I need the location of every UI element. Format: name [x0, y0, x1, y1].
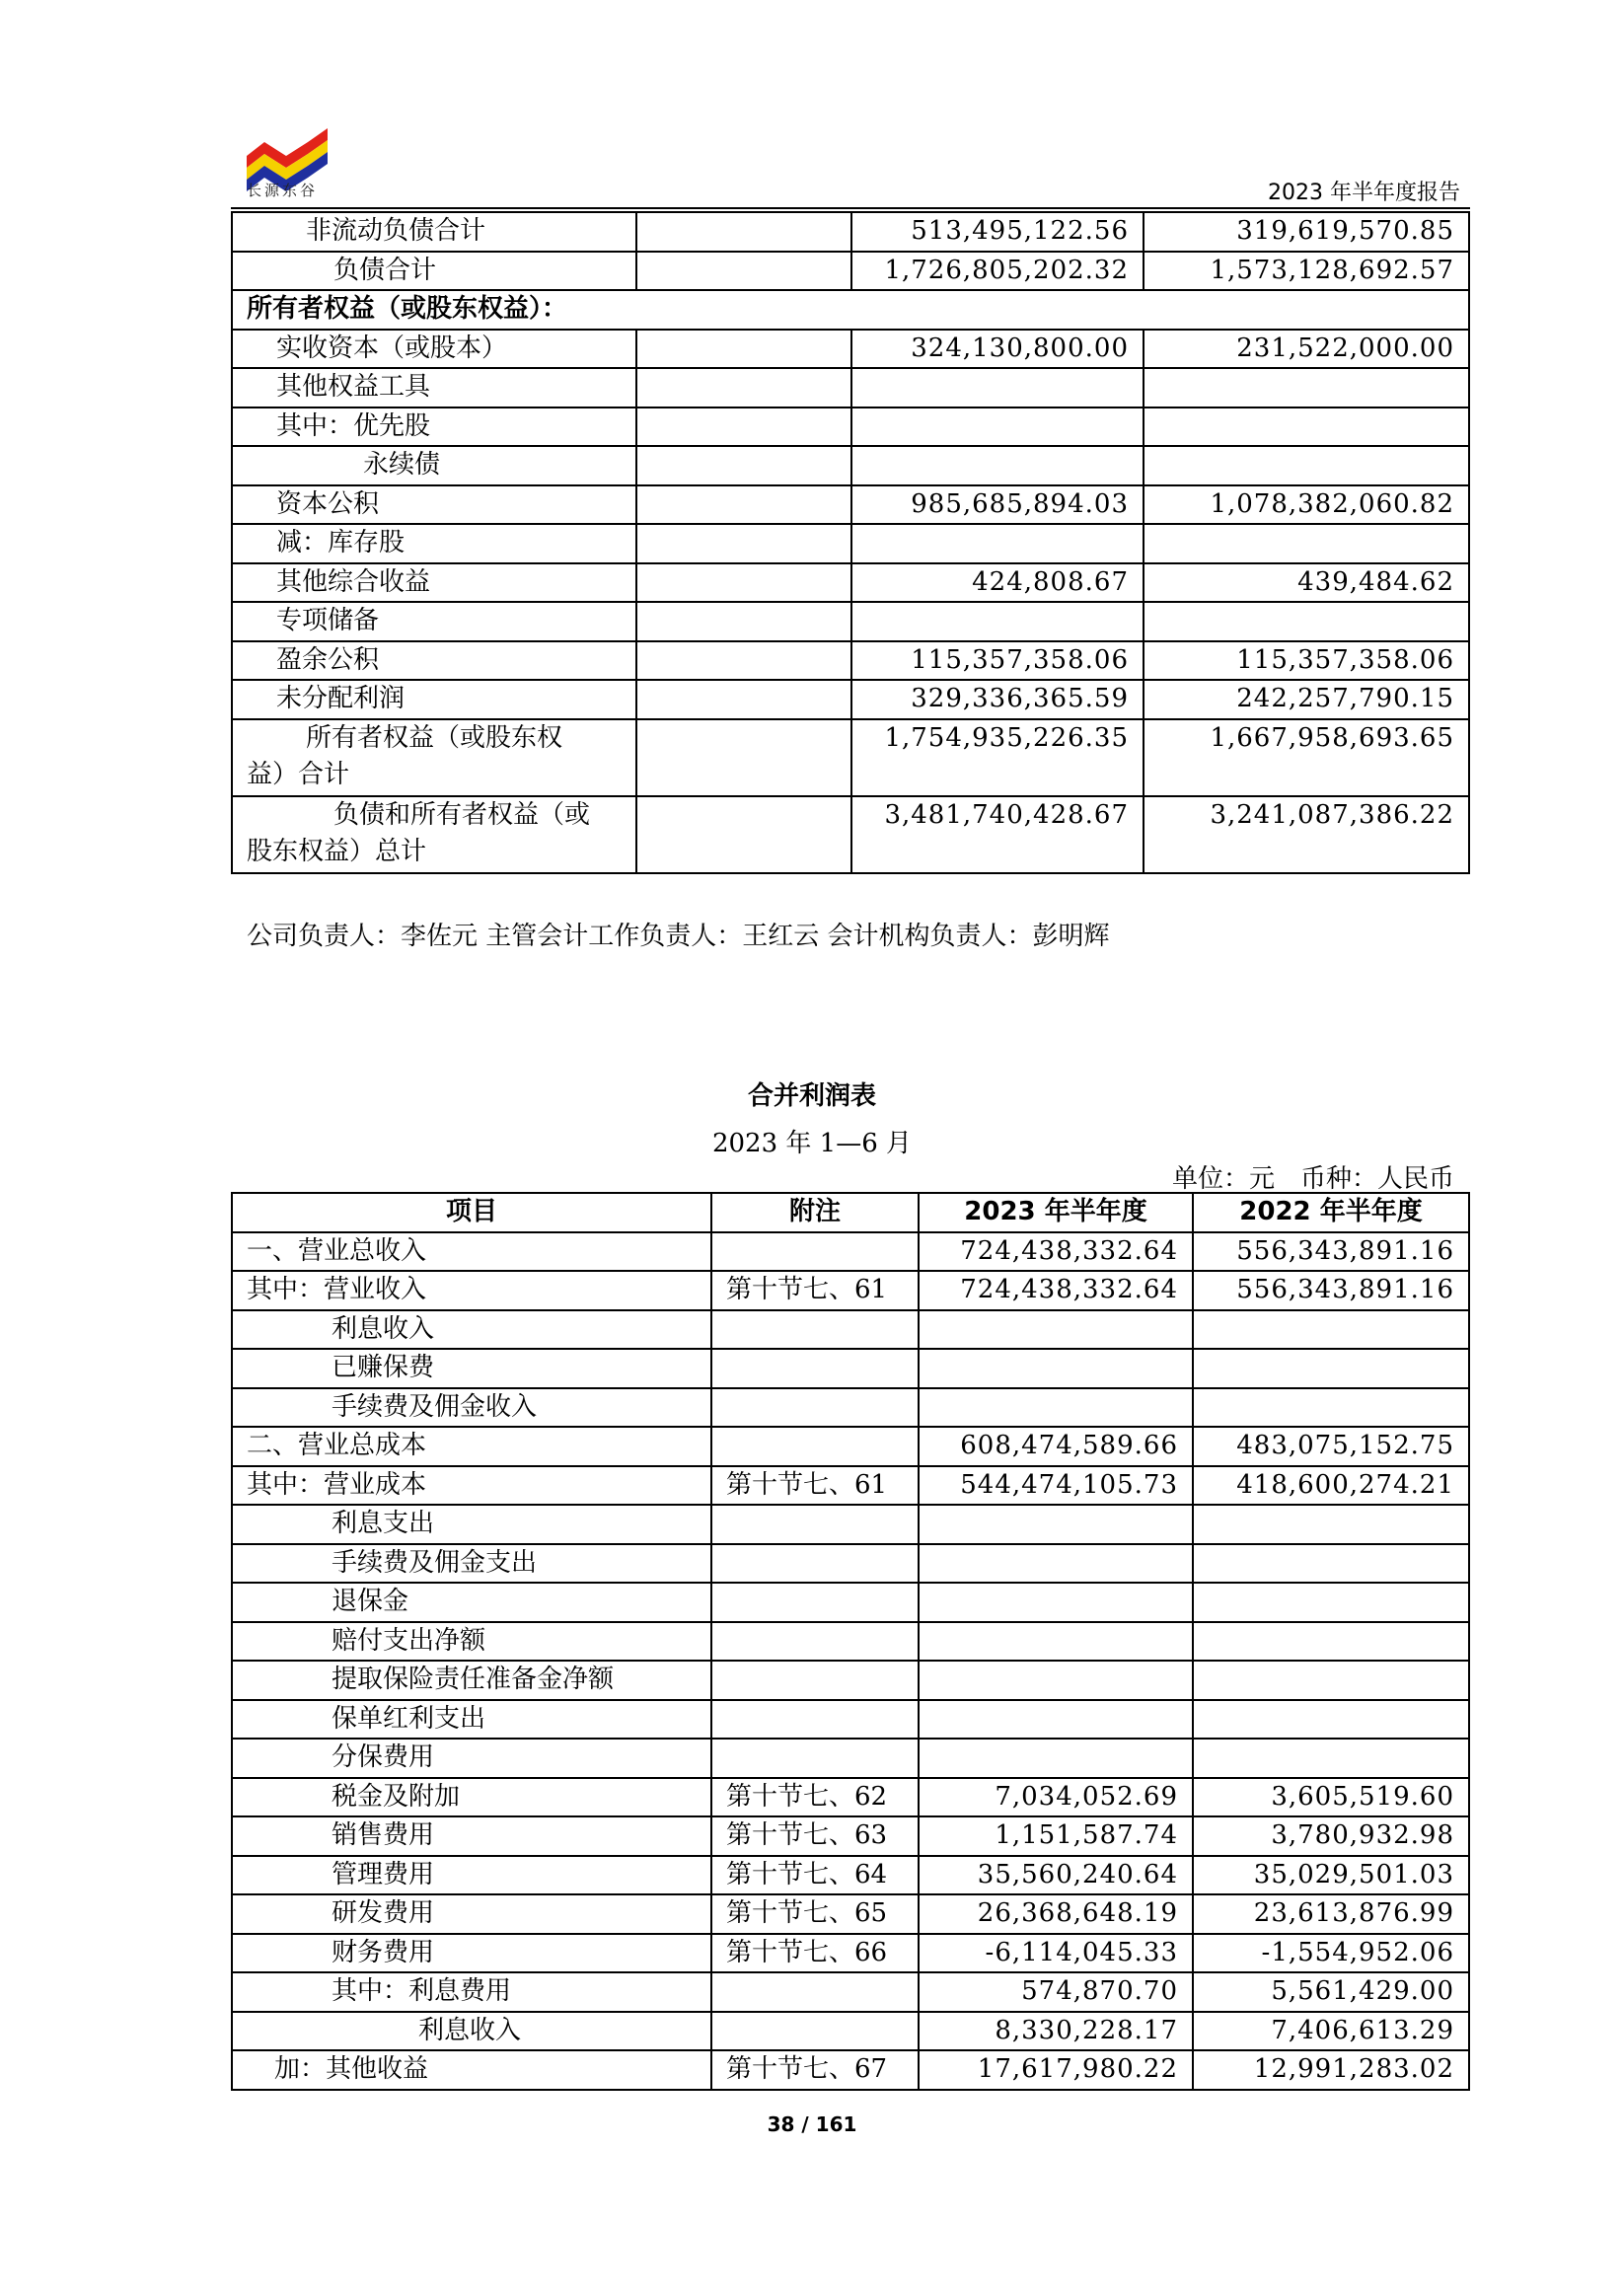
row-prior-value: 556,343,891.16 — [1193, 1271, 1469, 1310]
row-label-line2: 股东权益）总计 — [247, 836, 427, 866]
header-prior-period: 2022 年半年度 — [1193, 1193, 1469, 1232]
table-row — [232, 290, 1469, 330]
row-label: 其中：营业收入 — [232, 1271, 711, 1310]
row-note — [636, 563, 851, 603]
row-current-value: 513,495,122.56 — [851, 212, 1144, 252]
row-current-value: 329,336,365.59 — [851, 680, 1144, 719]
row-prior-value — [1193, 1739, 1469, 1778]
table-header-row — [232, 1193, 1469, 1232]
row-prior-value — [1193, 1388, 1469, 1428]
row-current-value — [851, 368, 1144, 407]
header-divider — [231, 207, 1470, 209]
row-prior-value: -1,554,952.06 — [1193, 1934, 1469, 1973]
row-current-value: 544,474,105.73 — [919, 1466, 1193, 1506]
row-prior-value: 23,613,876.99 — [1193, 1894, 1469, 1934]
row-label: 销售费用 — [232, 1816, 711, 1856]
row-note — [711, 1388, 919, 1428]
row-label: 减：库存股 — [232, 524, 636, 563]
table-row — [232, 563, 1469, 603]
row-prior-value: 231,522,000.00 — [1144, 330, 1469, 369]
table-row — [232, 1778, 1469, 1817]
row-note — [636, 641, 851, 681]
table-row — [232, 1388, 1469, 1428]
row-label: 利息收入 — [232, 1310, 711, 1350]
row-current-value: 115,357,358.06 — [851, 641, 1144, 681]
signatures: 公司负责人：李佐元 主管会计工作负责人：王红云 会计机构负责人：彭明辉 — [247, 922, 1110, 951]
table-row — [232, 1271, 1469, 1310]
table-row — [232, 1427, 1469, 1466]
row-note — [711, 1310, 919, 1350]
table-row — [232, 796, 1469, 873]
row-note — [711, 1739, 919, 1778]
row-label: 其他权益工具 — [232, 368, 636, 407]
row-current-value: 3,481,740,428.67 — [851, 796, 1144, 873]
table-row — [232, 485, 1469, 525]
row-label: 其中：优先股 — [232, 407, 636, 447]
row-note — [711, 1349, 919, 1388]
row-note: 第十节七、62 — [711, 1778, 919, 1817]
table-row — [232, 1466, 1469, 1506]
header-note: 附注 — [711, 1193, 919, 1232]
row-note — [711, 1505, 919, 1544]
row-prior-value — [1144, 407, 1469, 447]
section-heading: 所有者权益（或股东权益）： — [232, 290, 1469, 330]
row-note — [636, 485, 851, 525]
row-current-value: 35,560,240.64 — [919, 1856, 1193, 1895]
row-prior-value: 12,991,283.02 — [1193, 2050, 1469, 2090]
row-current-value — [919, 1739, 1193, 1778]
row-prior-value: 556,343,891.16 — [1193, 1232, 1469, 1272]
row-label: 二、营业总成本 — [232, 1427, 711, 1466]
row-label: 盈余公积 — [232, 641, 636, 681]
row-label: 研发费用 — [232, 1894, 711, 1934]
row-label: 提取保险责任准备金净额 — [232, 1661, 711, 1700]
table-row — [232, 719, 1469, 796]
table-row — [232, 524, 1469, 563]
table-row — [232, 2050, 1469, 2090]
row-label: 其中：利息费用 — [232, 1972, 711, 2012]
row-current-value: 324,130,800.00 — [851, 330, 1144, 369]
row-label: 负债合计 — [232, 252, 636, 291]
row-note — [711, 1622, 919, 1662]
row-current-value — [919, 1622, 1193, 1662]
header-item: 项目 — [232, 1193, 711, 1232]
row-note — [711, 1661, 919, 1700]
row-current-value: 608,474,589.66 — [919, 1427, 1193, 1466]
row-label: 一、营业总收入 — [232, 1232, 711, 1272]
table-row — [232, 1739, 1469, 1778]
row-note: 第十节七、64 — [711, 1856, 919, 1895]
row-note — [636, 680, 851, 719]
row-label: 其他综合收益 — [232, 563, 636, 603]
row-current-value: 985,685,894.03 — [851, 485, 1144, 525]
row-label: 非流动负债合计 — [232, 212, 636, 252]
row-current-value — [919, 1505, 1193, 1544]
row-current-value: 424,808.67 — [851, 563, 1144, 603]
table-row — [232, 407, 1469, 447]
row-label: 利息支出 — [232, 1505, 711, 1544]
row-note: 第十节七、65 — [711, 1894, 919, 1934]
statement-unit: 单位：元 币种：人民币 — [1171, 1164, 1454, 1194]
row-current-value: -6,114,045.33 — [919, 1934, 1193, 1973]
table-row — [232, 1232, 1469, 1272]
row-note — [711, 1972, 919, 2012]
row-note — [636, 252, 851, 291]
table-row — [232, 1583, 1469, 1622]
row-prior-value: 3,605,519.60 — [1193, 1778, 1469, 1817]
row-current-value — [851, 602, 1144, 641]
row-note: 第十节七、61 — [711, 1466, 919, 1506]
row-current-value: 1,151,587.74 — [919, 1816, 1193, 1856]
statement-title: 合并利润表 — [747, 1081, 876, 1111]
row-label: 分保费用 — [232, 1739, 711, 1778]
row-label: 实收资本（或股本） — [232, 330, 636, 369]
row-note — [711, 1583, 919, 1622]
row-prior-value: 418,600,274.21 — [1193, 1466, 1469, 1506]
table-row — [232, 1622, 1469, 1662]
row-note — [711, 1427, 919, 1466]
row-prior-value: 439,484.62 — [1144, 563, 1469, 603]
row-note — [636, 524, 851, 563]
row-current-value: 574,870.70 — [919, 1972, 1193, 2012]
row-prior-value: 242,257,790.15 — [1144, 680, 1469, 719]
row-prior-value — [1193, 1505, 1469, 1544]
row-prior-value — [1193, 1544, 1469, 1584]
row-label: 加：其他收益 — [232, 2050, 711, 2090]
row-note: 第十节七、66 — [711, 1934, 919, 1973]
row-prior-value — [1193, 1583, 1469, 1622]
table-row — [232, 602, 1469, 641]
row-label: 资本公积 — [232, 485, 636, 525]
row-prior-value: 35,029,501.03 — [1193, 1856, 1469, 1895]
row-prior-value — [1193, 1349, 1469, 1388]
row-prior-value: 5,561,429.00 — [1193, 1972, 1469, 2012]
row-prior-value — [1144, 524, 1469, 563]
row-label: 保单红利支出 — [232, 1700, 711, 1740]
table-row — [232, 1349, 1469, 1388]
row-label-line1: 负债和所有者权益（或 — [333, 799, 591, 830]
row-label-line1: 所有者权益（或股东权 — [306, 722, 563, 753]
row-current-value: 724,438,332.64 — [919, 1232, 1193, 1272]
row-current-value — [919, 1583, 1193, 1622]
row-current-value — [851, 524, 1144, 563]
row-current-value — [919, 1349, 1193, 1388]
table-row — [232, 252, 1469, 291]
row-label: 已赚保费 — [232, 1349, 711, 1388]
row-current-value — [851, 407, 1144, 447]
row-label: 未分配利润 — [232, 680, 636, 719]
row-prior-value — [1144, 368, 1469, 407]
row-label: 赔付支出净额 — [232, 1622, 711, 1662]
row-current-value — [919, 1388, 1193, 1428]
table-row — [232, 368, 1469, 407]
table-row — [232, 212, 1469, 252]
row-note: 第十节七、63 — [711, 1816, 919, 1856]
table-row — [232, 446, 1469, 485]
table-row — [232, 1934, 1469, 1973]
row-prior-value: 3,780,932.98 — [1193, 1816, 1469, 1856]
table-row — [232, 1894, 1469, 1934]
row-current-value: 8,330,228.17 — [919, 2012, 1193, 2051]
row-current-value — [919, 1544, 1193, 1584]
header-current-period: 2023 年半年度 — [919, 1193, 1193, 1232]
table-row — [232, 1856, 1469, 1895]
row-prior-value: 3,241,087,386.22 — [1144, 796, 1469, 873]
row-prior-value: 7,406,613.29 — [1193, 2012, 1469, 2051]
row-prior-value — [1193, 1622, 1469, 1662]
statement-period: 2023 年 1—6 月 — [711, 1129, 913, 1158]
table-row — [232, 1661, 1469, 1700]
table-row — [232, 2012, 1469, 2051]
row-note — [636, 446, 851, 485]
row-label: 其中：营业成本 — [232, 1466, 711, 1506]
row-prior-value — [1193, 1700, 1469, 1740]
row-label: 管理费用 — [232, 1856, 711, 1895]
row-current-value — [919, 1700, 1193, 1740]
row-note: 第十节七、61 — [711, 1271, 919, 1310]
table-row — [232, 641, 1469, 681]
table-row — [232, 330, 1469, 369]
row-note — [636, 407, 851, 447]
report-title: 2023 年半年度报告 — [1268, 181, 1460, 205]
row-current-value: 7,034,052.69 — [919, 1778, 1193, 1817]
table-row — [232, 1310, 1469, 1350]
row-note — [711, 1544, 919, 1584]
row-note — [711, 1232, 919, 1272]
row-prior-value: 1,667,958,693.65 — [1144, 719, 1469, 796]
row-label — [232, 796, 636, 873]
row-label: 退保金 — [232, 1583, 711, 1622]
row-note — [711, 2012, 919, 2051]
table-row — [232, 680, 1469, 719]
row-prior-value: 115,357,358.06 — [1144, 641, 1469, 681]
row-label: 专项储备 — [232, 602, 636, 641]
row-note — [636, 719, 851, 796]
row-label: 利息收入 — [232, 2012, 711, 2051]
row-label: 税金及附加 — [232, 1778, 711, 1817]
table-row — [232, 1544, 1469, 1584]
row-label: 财务费用 — [232, 1934, 711, 1973]
row-note — [711, 1700, 919, 1740]
row-prior-value: 319,619,570.85 — [1144, 212, 1469, 252]
row-prior-value — [1193, 1310, 1469, 1350]
balance-sheet-table — [231, 211, 1470, 874]
income-statement-table — [231, 1192, 1470, 2091]
row-current-value: 17,617,980.22 — [919, 2050, 1193, 2090]
table-row — [232, 1700, 1469, 1740]
row-label: 手续费及佣金收入 — [232, 1388, 711, 1428]
row-prior-value: 483,075,152.75 — [1193, 1427, 1469, 1466]
row-current-value: 26,368,648.19 — [919, 1894, 1193, 1934]
row-prior-value — [1144, 446, 1469, 485]
row-note: 第十节七、67 — [711, 2050, 919, 2090]
row-note — [636, 330, 851, 369]
row-current-value — [919, 1661, 1193, 1700]
row-prior-value — [1193, 1661, 1469, 1700]
row-label: 手续费及佣金支出 — [232, 1544, 711, 1584]
row-label-line2: 益）合计 — [247, 759, 350, 789]
row-prior-value: 1,078,382,060.82 — [1144, 485, 1469, 525]
row-current-value — [919, 1310, 1193, 1350]
row-prior-value — [1144, 602, 1469, 641]
table-row — [232, 1816, 1469, 1856]
row-current-value: 724,438,332.64 — [919, 1271, 1193, 1310]
logo-text: 长源东谷 — [247, 182, 319, 199]
row-prior-value: 1,573,128,692.57 — [1144, 252, 1469, 291]
table-row — [232, 1972, 1469, 2012]
row-current-value: 1,754,935,226.35 — [851, 719, 1144, 796]
row-label — [232, 719, 636, 796]
row-note — [636, 796, 851, 873]
row-note — [636, 602, 851, 641]
table-row — [232, 1505, 1469, 1544]
row-note — [636, 368, 851, 407]
row-note — [636, 212, 851, 252]
row-label: 永续债 — [232, 446, 636, 485]
row-current-value — [851, 446, 1144, 485]
page-number: 38 / 161 — [767, 2112, 857, 2136]
row-current-value: 1,726,805,202.32 — [851, 252, 1144, 291]
